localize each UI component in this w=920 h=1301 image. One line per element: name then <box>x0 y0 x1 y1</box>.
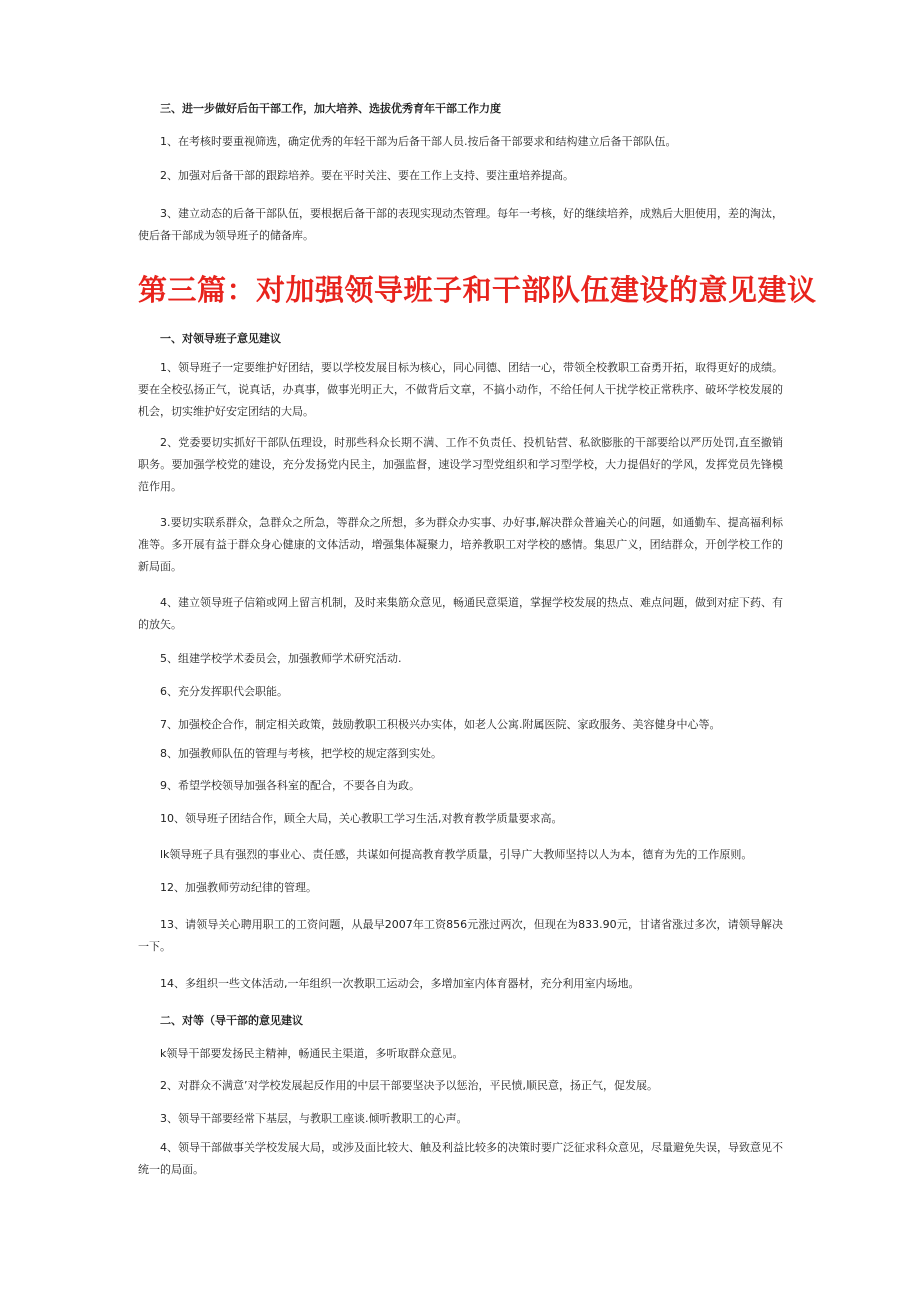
paragraph: 3、领导干部要经常下基层，与教职工座谈.倾听教职工的心声。 <box>160 1112 468 1125</box>
paragraph: 1、领导班子一定要维护好团结，要以学校发展目标为核心，同心同德、团结一心，带领全校教职工奋勇开拓，取得更好的成绩。要在全校弘扬正气，说真话，办真事，做事光明正大，不做背后文章，不搞小动作，不给任何人干扰学校正常秩序、破坏学校发展的机会，切实维护好安定团结的大局。 <box>138 361 783 418</box>
paragraph: 8、加强教师队伍的管理与考核，把学校的规定落到实处。 <box>160 747 442 760</box>
section-heading-3: 三、进一步做好后缶干部工作，加大培养、选拔优秀育年干部工作力度 <box>160 102 501 115</box>
paragraph: 13、请领导关心聘用职工的工资问题，从最早2007年工资856元涨过两次，但现在为833.90元，甘诸省涨过多次，请领导解决一下。 <box>138 918 783 953</box>
paragraph: 5、组建学校学术委员会，加强教师学术研究活动. <box>160 652 402 665</box>
paragraph: 9、希望学校领导加强各科室的配合，不要各自为政。 <box>160 779 420 792</box>
paragraph: 3.要切实联系群众，急群众之所急，等群众之所想，多为群众办实事、办好事,解决群众普遍关心的问题，如通勤车、提高福利标准等。多开展有益于群众身心健康的文体活动，增强集体凝聚力，培养教职工对学校的感情。集思广义，团结群众，开创学校工作的新局面。 <box>138 516 783 573</box>
paragraph: 1、在考核时要重视筛选，确定优秀的年轻干部为后备干部人员.按后备干部要求和结构建立后备干部队伍。 <box>160 135 677 148</box>
paragraph: k领导干部要发扬民主精神，畅通民主渠道，多听取群众意见。 <box>160 1047 464 1060</box>
paragraph: 14、多组织一些文体活动,一年组织一次教职工运动会，多增加室内体育器材，充分利用室内场地。 <box>160 977 640 990</box>
paragraph: 2、加强对后备干部的跟踪培养。要在平时关注、要在工作上支持、要注重培养提高。 <box>160 169 574 182</box>
chapter-title: 第三篇：对加强领导班子和干部队伍建设的意见建议 <box>138 273 817 307</box>
paragraph: lk领导班子具有强烈的事业心、责任感，共谋如何提高教育教学质量，引导广大教师坚持以人为本，德育为先的工作原则。 <box>160 848 753 861</box>
paragraph: 4、领导干部做事关学校发展大局，或涉及面比较大、触及利益比较多的决策时要广泛征求科众意见，尽量避免失误，导致意见不统一的局面。 <box>138 1141 783 1176</box>
paragraph: 7、加强校企合作，制定相关政策，鼓励教职工积极兴办实体，如老人公寓.附属医院、家政服务、美容健身中心等。 <box>160 718 721 731</box>
paragraph: 10、领导班子团结合作，顾全大局，关心教职工学习生活,对教育教学质量要求高。 <box>160 812 563 825</box>
paragraph: 6、充分发挥职代会职能。 <box>160 685 288 698</box>
part-heading-2: 二、对等（导干部的意见建议 <box>160 1014 303 1027</box>
paragraph: 2、党委要切实抓好干部队伍理设，时那些科众长期不满、工作不负责任、投机钻营、私欲膨胀的干部要给以严历处罚,直至撤销职务。要加强学校党的建设，充分发扬党内民主，加强监督，速设学习型党组织和学习型学校，大力提倡好的学风，发挥党员先锋模范作用。 <box>138 436 783 493</box>
paragraph: 4、建立领导班子信箱或网上留言机制，及时来集筋众意见，畅通民意渠道，掌握学校发展的热点、难点问题，做到对症下药、有的放矢。 <box>138 596 783 631</box>
paragraph: 3、建立动态的后备干部队伍，要根据后备干部的表现实现动杰管理。每年一考核，好的继续培养，成熟后大胆使用，差的淘汰，使后备干部成为领导班子的储备库。 <box>138 207 783 242</box>
part-heading-1: 一、对领导班子意见建议 <box>160 332 281 345</box>
paragraph: 12、加强教师劳动纪律的管理。 <box>160 881 317 894</box>
paragraph: 2、对群众不满意’对学校发展起反作用的中层干部要坚决予以惩治，平民愤,顺民意，扬正气，促发展。 <box>160 1079 658 1092</box>
